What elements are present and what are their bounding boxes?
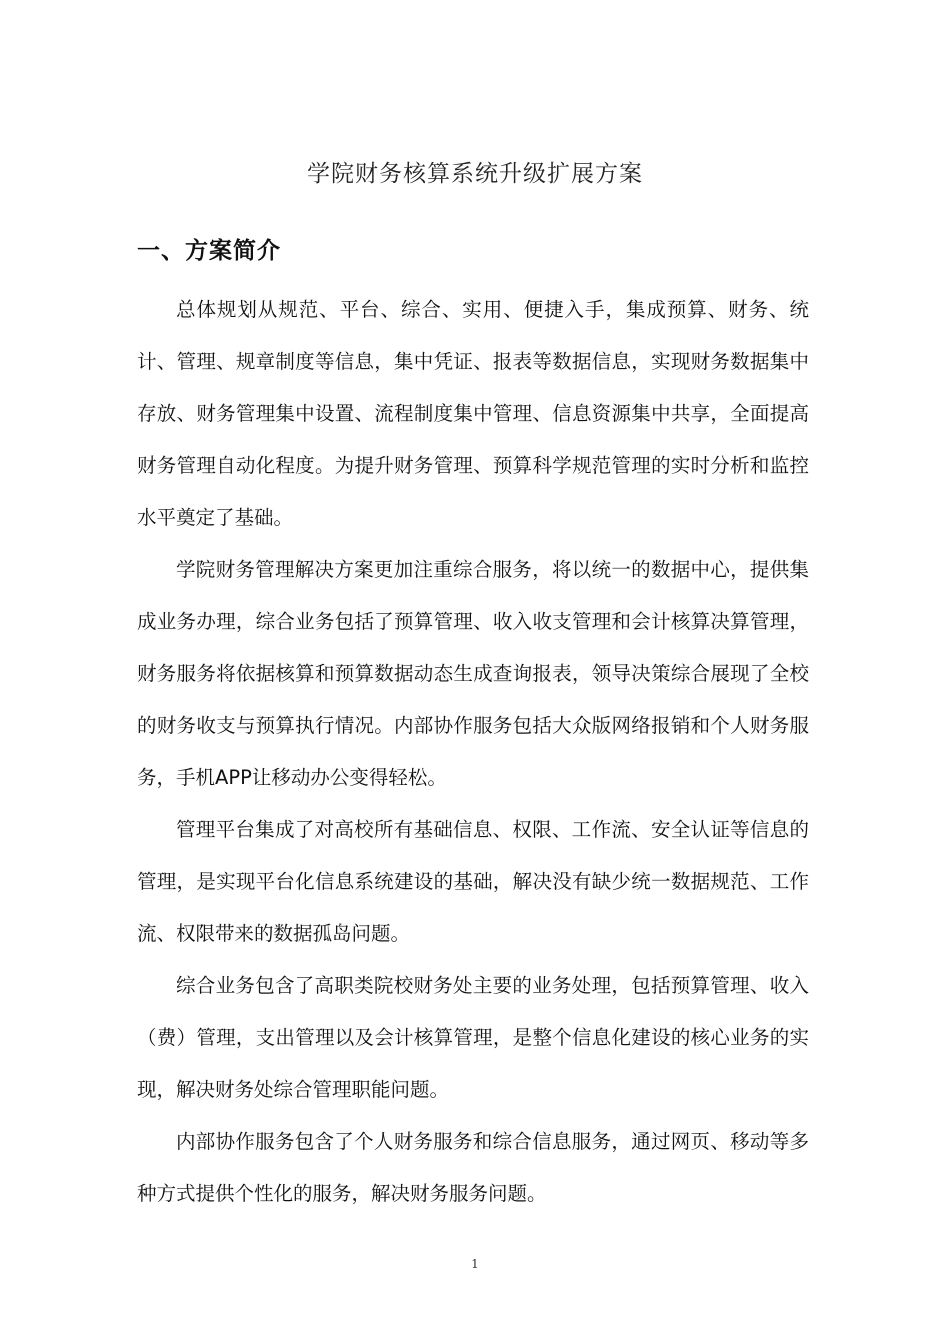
page-number: 1 — [471, 1257, 479, 1271]
paragraph-management-platform: 管理平台集成了对高校所有基础信息、权限、工作流、安全认证等信息的管理，是实现平台化信息系统建设的基础，解决没有缺少统一数据规范、工作流、权限带来的数据孤岛问题。 — [137, 818, 809, 945]
paragraph-overall-plan: 总体规划从规范、平台、综合、实用、便捷入手，集成预算、财务、统计、管理、规章制度等信息，集中凭证、报表等数据信息，实现财务数据集中存放、财务管理集中设置、流程制度集中管理、信息资源集中共享，全面提高财务管理自动化程度。为提升财务管理、预算科学规范管理的实时分析和监控水平奠定了基础。 — [137, 298, 809, 529]
paragraph-internal-collaboration: 内部协作服务包含了个人财务服务和综合信息服务，通过网页、移动等多种方式提供个性化的服务，解决财务服务问题。 — [137, 1130, 809, 1205]
document-title: 学院财务核算系统升级扩展方案 — [307, 161, 643, 187]
paragraph-integrated-business: 综合业务包含了高职类院校财务处主要的业务处理，包括预算管理、收入（费）管理，支出管理以及会计核算管理，是整个信息化建设的核心业务的实现，解决财务处综合管理职能问题。 — [137, 974, 809, 1101]
section-heading: 一、方案简介 — [137, 238, 281, 264]
body-text — [137, 284, 809, 1220]
paragraph-solution: 学院财务管理解决方案更加注重综合服务，将以统一的数据中心，提供集成业务办理，综合业务包括了预算管理、收入收支管理和会计核算决算管理，财务服务将依据核算和预算数据动态生成查询报表，领导决策综合展现了全校的财务收支与预算执行情况。内部协作服务包括大众版网络报销和个人财务服务，手机APP让移动办公变得轻松。 — [137, 558, 809, 789]
